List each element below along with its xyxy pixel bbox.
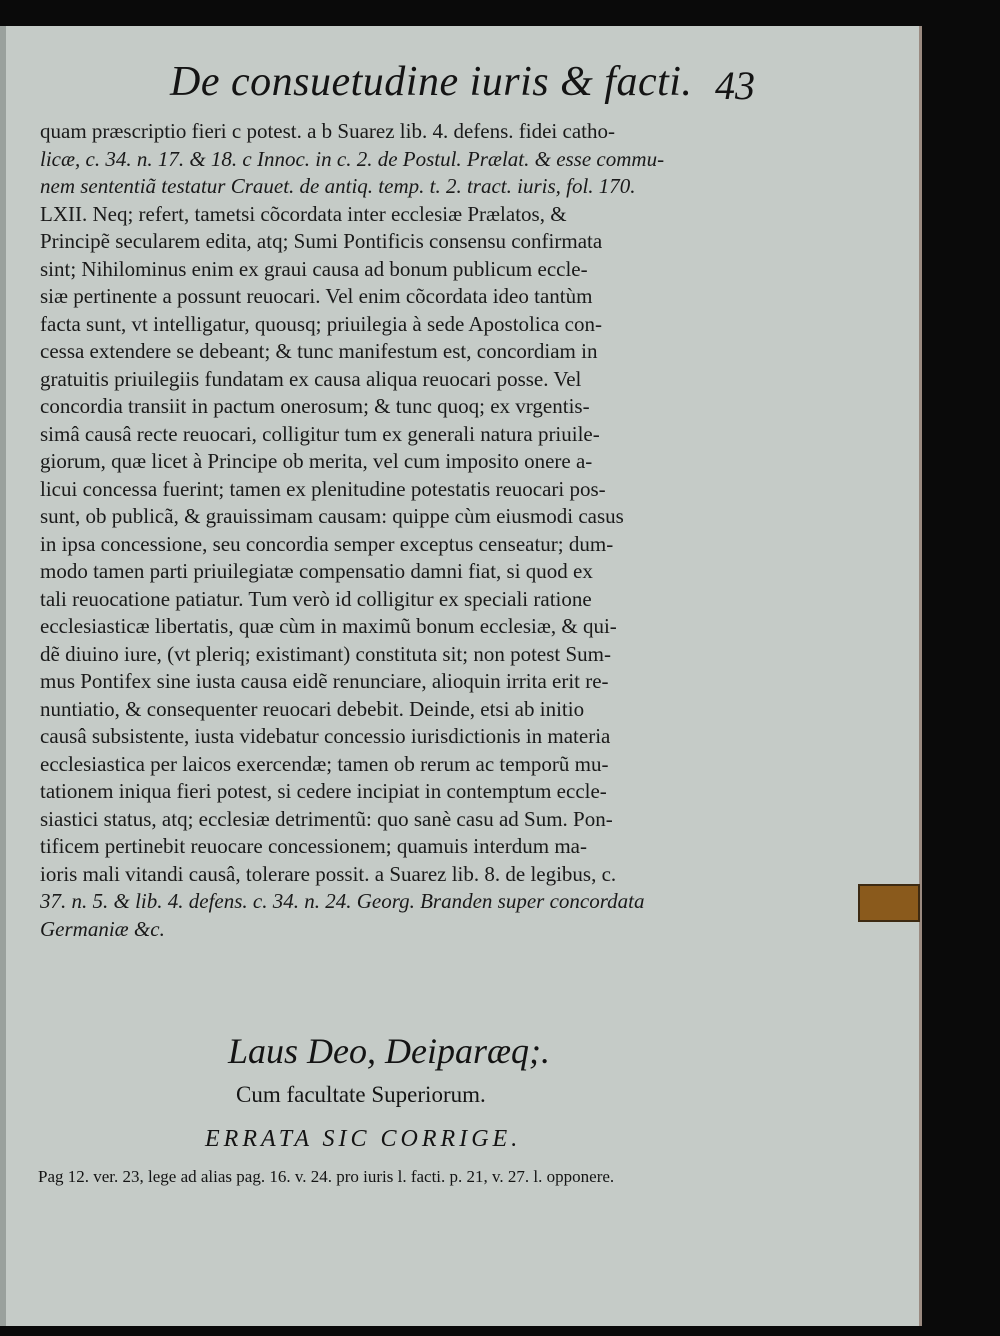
- text-line: licui concessa fuerint; tamen ex plenitudine potestatis reuocari pos-: [40, 476, 606, 501]
- text-line: nem sententiã testatur Crauet. de antiq. temp. t. 2. tract. iuris, fol. 170.: [40, 174, 636, 198]
- text-line: LXII. Neq; refert, tametsi cõcordata inter ecclesiæ Prælatos, &: [40, 201, 567, 226]
- text-line: ioris mali vitandi causâ, tolerare possit. a Suarez lib. 8. de legibus, c.: [40, 861, 617, 886]
- text-line: siæ pertinente a possunt reuocari. Vel enim cõcordata ideo tantùm: [40, 284, 593, 308]
- text-line: cessa extendere se debeant; & tunc manifestum est, concordiam in: [40, 339, 598, 363]
- text-line: sunt, ob publicã, & grauissimam causam: quippe cùm eiusmodi casus: [40, 504, 624, 528]
- text-line: concordia transiit in pactum onerosum; & tunc quoq; ex vrgentis-: [40, 394, 590, 418]
- main-text-block: [40, 118, 770, 943]
- text-line: quam præscriptio fieri c potest. a b Suarez lib. 4. defens. fidei catho-: [40, 119, 615, 143]
- page-number: 43: [715, 63, 755, 108]
- text-line: Principẽ secularem edita, atq; Sumi Pontificis consensu confirmata: [40, 229, 603, 253]
- running-title: De consuetudine iuris & facti.: [170, 59, 693, 105]
- text-line: causâ subsistente, iusta videbatur concessio iurisdictionis in materia: [40, 724, 611, 748]
- text-line: in ipsa concessione, seu concordia semper exceptus censeatur; dum-: [40, 531, 614, 556]
- text-line: licæ, c. 34. n. 17. & 18. c Innoc. in c. 2. de Postul. Prælat. & esse commu-: [40, 146, 665, 171]
- text-line: giorum, quæ licet à Principe ob merita, vel cum imposito onere a-: [40, 449, 593, 473]
- text-line: 37. n. 5. & lib. 4. defens. c. 34. n. 24. Georg. Branden super concordata: [40, 889, 645, 913]
- laus-deo-line: Laus Deo, Deiparæq;.: [228, 1031, 550, 1071]
- text-line: gratuitis priuilegiis fundatam ex causa aliqua reuocari posse. Vel: [40, 366, 582, 391]
- errata-corrections: Pag 12. ver. 23, lege ad alias pag. 16. v. 24. pro iuris l. facti. p. 21, v. 27. l. opponere.: [38, 1167, 615, 1186]
- bookmark-ribbon: [858, 884, 920, 922]
- page-header: [170, 58, 770, 118]
- text-line: ecclesiasticæ libertatis, quæ cùm in maximũ bonum ecclesiæ, & qui-: [40, 614, 617, 638]
- text-line: modo tamen parti priuilegiatæ compensatio damni fiat, si quod ex: [40, 559, 593, 583]
- text-line: tali reuocatione patiatur. Tum verò id colligitur ex speciali ratione: [40, 586, 592, 611]
- text-line: Germaniæ &c.: [40, 916, 165, 941]
- text-line: facta sunt, vt intelligatur, quousq; priuilegia à sede Apostolica con-: [40, 311, 602, 336]
- text-line: siastici status, atq; ecclesiæ detrimentũ: quo sanè casu ad Sum. Pon-: [40, 806, 613, 831]
- text-line: nuntiatio, & consequenter reuocari debebit. Deinde, etsi ab initio: [40, 696, 585, 721]
- errata-heading: ERRATA SIC CORRIGE.: [205, 1126, 522, 1152]
- text-line: tificem pertinebit reuocare concessionem; quamuis interdum ma-: [40, 834, 587, 858]
- text-line: tationem iniqua fieri potest, si cedere incipiat in contemptum eccle-: [40, 779, 607, 803]
- text-line: dẽ diuino iure, (vt pleriq; existimant) constituta sit; non potest Sum-: [40, 641, 612, 666]
- text-line: mus Pontifex sine iusta causa eidẽ renunciare, alioquin irrita erit re-: [40, 669, 609, 693]
- text-line: simâ causâ recte reuocari, colligitur tum ex generali natura priuile-: [40, 421, 600, 446]
- imprimatur-line: Cum facultate Superiorum.: [236, 1082, 486, 1107]
- text-line: ecclesiastica per laicos exercendæ; tamen ob rerum ac temporũ mu-: [40, 751, 609, 776]
- text-line: sint; Nihilominus enim ex graui causa ad bonum publicum eccle-: [40, 256, 588, 281]
